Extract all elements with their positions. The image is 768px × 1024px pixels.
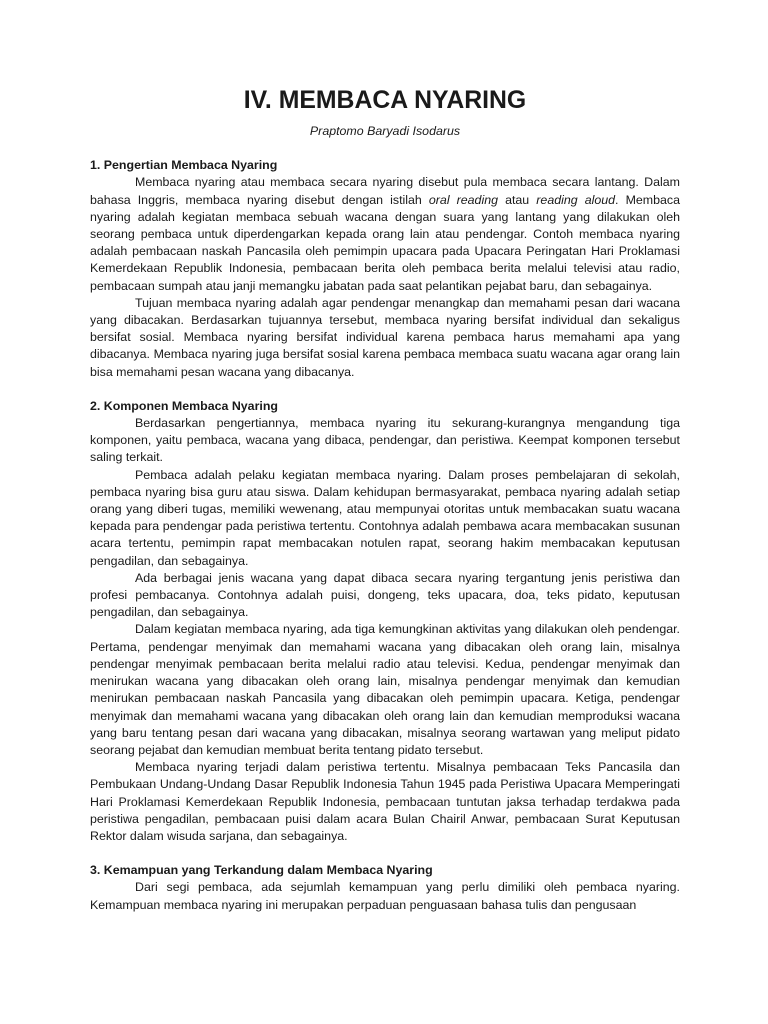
text-run: Membaca nyaring terjadi dalam peristiwa tertentu. Misalnya pembacaan Teks Pancasila dan Pembukaan Undang-Undang Dasar Republik Indonesia Tahun 1945 pada Peristiwa Upacara Memperingati Hari Proklamasi Kemerdekaan Republik Indonesia, pembacaan tuntutan jaksa terhadap terdakwa pada peristiwa pengadilan, pembacaan puisi dalam acara Bulan Chairil Anwar, pembacaan Surat Keputusan Rektor dalam wisuda sarjana, dan sebagainya. — [90, 760, 680, 843]
text-run: Dalam kegiatan membaca nyaring, ada tiga kemungkinan aktivitas yang dilakukan oleh pendengar. Pertama, pendengar menyimak dan memahami wacana yang dibacakan oleh orang lain, misalnya pendengar menyimak pembacaan berita melalui radio atau televisi. Kedua, pendengar menyimak dan menirukan wacana yang dibacakan oleh orang lain, misalnya pendengar menyimak dan kemudian menirukan pembacaan naskah Pancasila yang dibacakan oleh pemimpin upacara. Ketiga, pendengar menyimak dan memahami wacana yang dibacakan oleh orang lain dan kemudian memproduksi wacana yang baru tentang pesan dari wacana yang dibacakan, misalnya seorang wartawan yang meliput pidato seorang pejabat dan kemudian membuat berita tentang pidato tersebut. — [90, 622, 680, 757]
paragraph — [90, 295, 680, 381]
text-run: Tujuan membaca nyaring adalah agar pendengar menangkap dan memahami pesan dari wacana yang dibacakan. Berdasarkan tujuannya tersebut, membaca nyaring bersifat individual dan sekaligus bersifat sosial. Membaca nyaring bersifat individual karena pembaca harus memahami apa yang dibacanya. Membaca nyaring juga bersifat sosial karena pembaca membaca suatu wacana agar orang lain bisa memahami pesan wacana yang dibacanya. — [90, 295, 680, 379]
section-1 — [90, 157, 680, 381]
section-heading: 1. Pengertian Membaca Nyaring — [90, 158, 278, 173]
text-run: Ada berbagai jenis wacana yang dapat dibaca secara nyaring tergantung jenis peristiwa dan profesi pembacanya. Contohnya adalah puisi, dongeng, teks upacara, doa, teks pidato, keputusan pengadilan, dan sebagainya. — [90, 570, 680, 620]
text-run: Dari segi pembaca, ada sejumlah kemampuan yang perlu dimiliki oleh pembaca nyaring. Kemampuan membaca nyaring ini merupakan perpaduan penguasaan bahasa tulis dan pengusaan — [90, 880, 680, 912]
document-page — [90, 87, 680, 914]
text-run: Berdasarkan pengertiannya, membaca nyaring itu sekurang-kurangnya mengandung tiga komponen, yaitu pembaca, wacana yang dibaca, pendengar, dan peristiwa. Keempat komponen tersebut saling terkait. — [90, 416, 680, 465]
paragraph — [90, 174, 680, 294]
paragraph — [90, 415, 680, 467]
paragraph — [90, 879, 680, 913]
text-run: atau — [498, 192, 537, 207]
section-heading: 3. Kemampuan yang Terkandung dalam Membaca Nyaring — [90, 863, 433, 878]
paragraph — [90, 467, 680, 570]
document-body — [90, 157, 680, 914]
paragraph — [90, 621, 680, 759]
section-heading: 2. Komponen Membaca Nyaring — [90, 398, 278, 413]
paragraph — [90, 570, 680, 622]
document-author: Praptomo Baryadi Isodarus — [309, 124, 461, 138]
text-run: . Membaca nyaring adalah kegiatan membaca sebuah wacana dengan suara yang lantang yang dilakukan oleh seorang pembaca untuk diperdengarkan kepada orang lain atau pendengar. Contoh membaca nyaring adalah pembacaan naskah Pancasila oleh pemimpin upacara pada Upacara Peringatan Hari Proklamasi Kemerdekaan Republik Indonesia, pembacaan berita oleh pembaca berita melalui televisi atau radio, pembacaan sumpah atau janji memangku jabatan pada saat pelantikan pejabat baru, dan sebagainya. — [90, 192, 680, 293]
paragraph — [90, 759, 680, 845]
section-2 — [90, 398, 680, 845]
italic-term: oral reading — [428, 192, 498, 207]
document-title: IV. MEMBACA NYARING — [243, 87, 527, 114]
text-run: Membaca nyaring atau membaca secara nyaring disebut pula membaca secara lantang. Dalam bahasa Inggris, membaca nyaring disebut dengan istilah — [90, 175, 680, 207]
section-3 — [90, 862, 680, 914]
text-run: Pembaca adalah pelaku kegiatan membaca nyaring. Dalam proses pembelajaran di sekolah, pembaca nyaring bisa guru atau siswa. Dalam kehidupan bermasyarakat, pembaca nyaring adalah setiap orang yang diberi tugas, memiliki wewenang, atau mempunyai otoritas untuk membacakan suatu wacana kepada para pendengar pada peristiwa tertentu. Contohnya adalah pembawa acara membacakan susunan acara tertentu, pemimpin rapat membacakan notulen rapat, seorang hakim membacakan keputusan pengadilan, dan sebagainya. — [90, 467, 680, 568]
italic-term: reading aloud — [536, 192, 616, 207]
